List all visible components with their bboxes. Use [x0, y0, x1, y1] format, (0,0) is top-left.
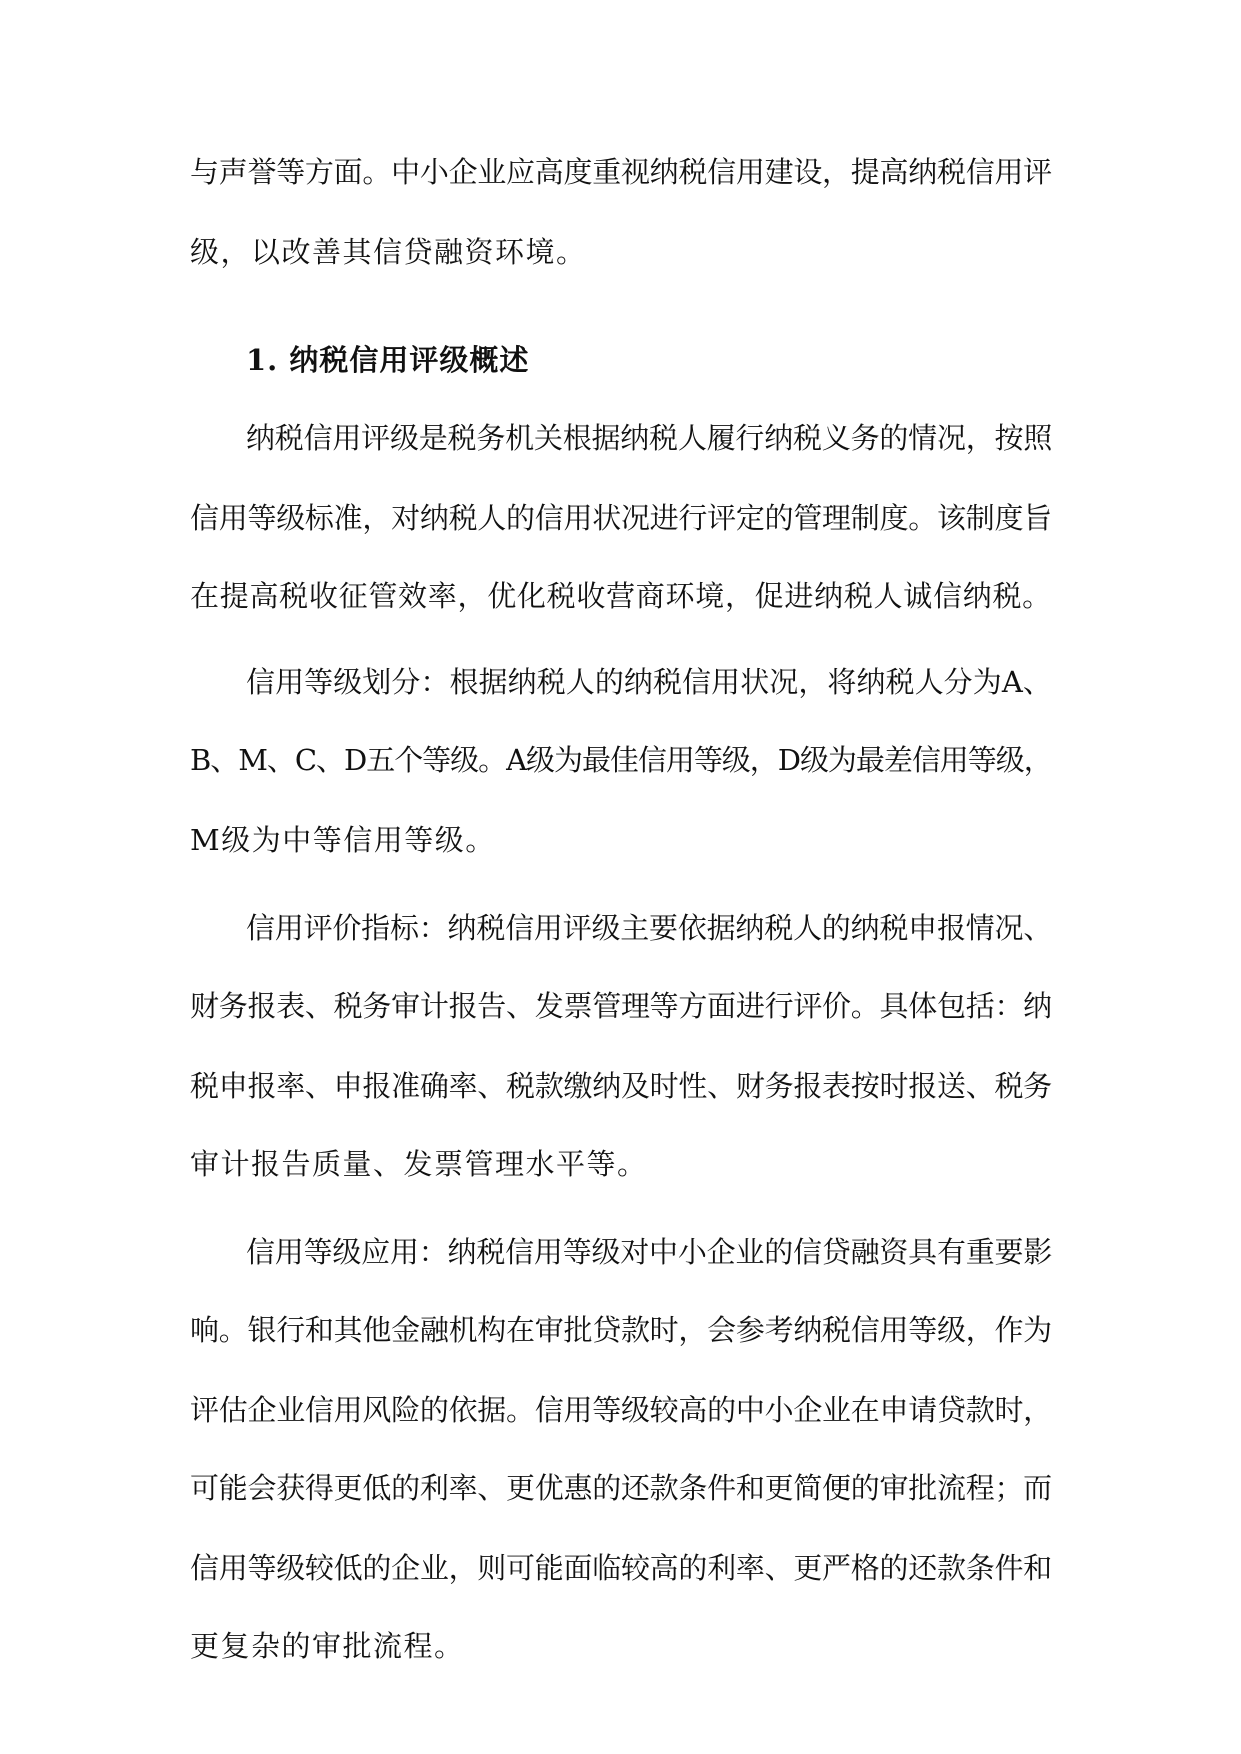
- text-line: 税申报率、申报准确率、税款缴纳及时性、财务报表按时报送、税务: [190, 1069, 1052, 1103]
- text-line: 信用等级较低的企业，则可能面临较高的利率、更严格的还款条件和: [190, 1551, 1052, 1585]
- text-line: 在提高税收征管效率，优化税收营商环境，促进纳税人诚信纳税。: [190, 579, 1052, 613]
- text-line: 审计报告质量、发票管理水平等。: [190, 1147, 648, 1181]
- text-line: 响。银行和其他金融机构在审批贷款时，会参考纳税信用等级，作为: [190, 1313, 1052, 1347]
- text-line: 信用等级划分：根据纳税人的纳税信用状况，将纳税人分为A、: [246, 665, 1052, 699]
- text-line: 信用评价指标：纳税信用评级主要依据纳税人的纳税申报情况、: [246, 911, 1053, 945]
- text-line: 信用等级标准，对纳税人的信用状况进行评定的管理制度。该制度旨: [190, 501, 1052, 535]
- text-line: 评估企业信用风险的依据。信用等级较高的中小企业在申请贷款时，: [190, 1393, 1052, 1427]
- text-line: M级为中等信用等级。: [190, 823, 496, 857]
- text-line: 与声誉等方面。中小企业应高度重视纳税信用建设，提高纳税信用评: [190, 155, 1052, 189]
- text-line: 可能会获得更低的利率、更优惠的还款条件和更简便的审批流程；而: [190, 1471, 1052, 1505]
- text-line: 纳税信用评级是税务机关根据纳税人履行纳税义务的情况，按照: [246, 421, 1053, 455]
- section-heading: 1. 纳税信用评级概述: [246, 343, 530, 377]
- text-line: 财务报表、税务审计报告、发票管理等方面进行评价。具体包括：纳: [190, 989, 1052, 1023]
- text-line: 更复杂的审批流程。: [190, 1629, 465, 1663]
- text-line: 信用等级应用：纳税信用等级对中小企业的信贷融资具有重要影: [246, 1235, 1053, 1269]
- text-line: 级，以改善其信贷融资环境。: [190, 235, 587, 269]
- text-line: B、M、C、D五个等级。A级为最佳信用等级，D级为最差信用等级，: [190, 743, 1052, 777]
